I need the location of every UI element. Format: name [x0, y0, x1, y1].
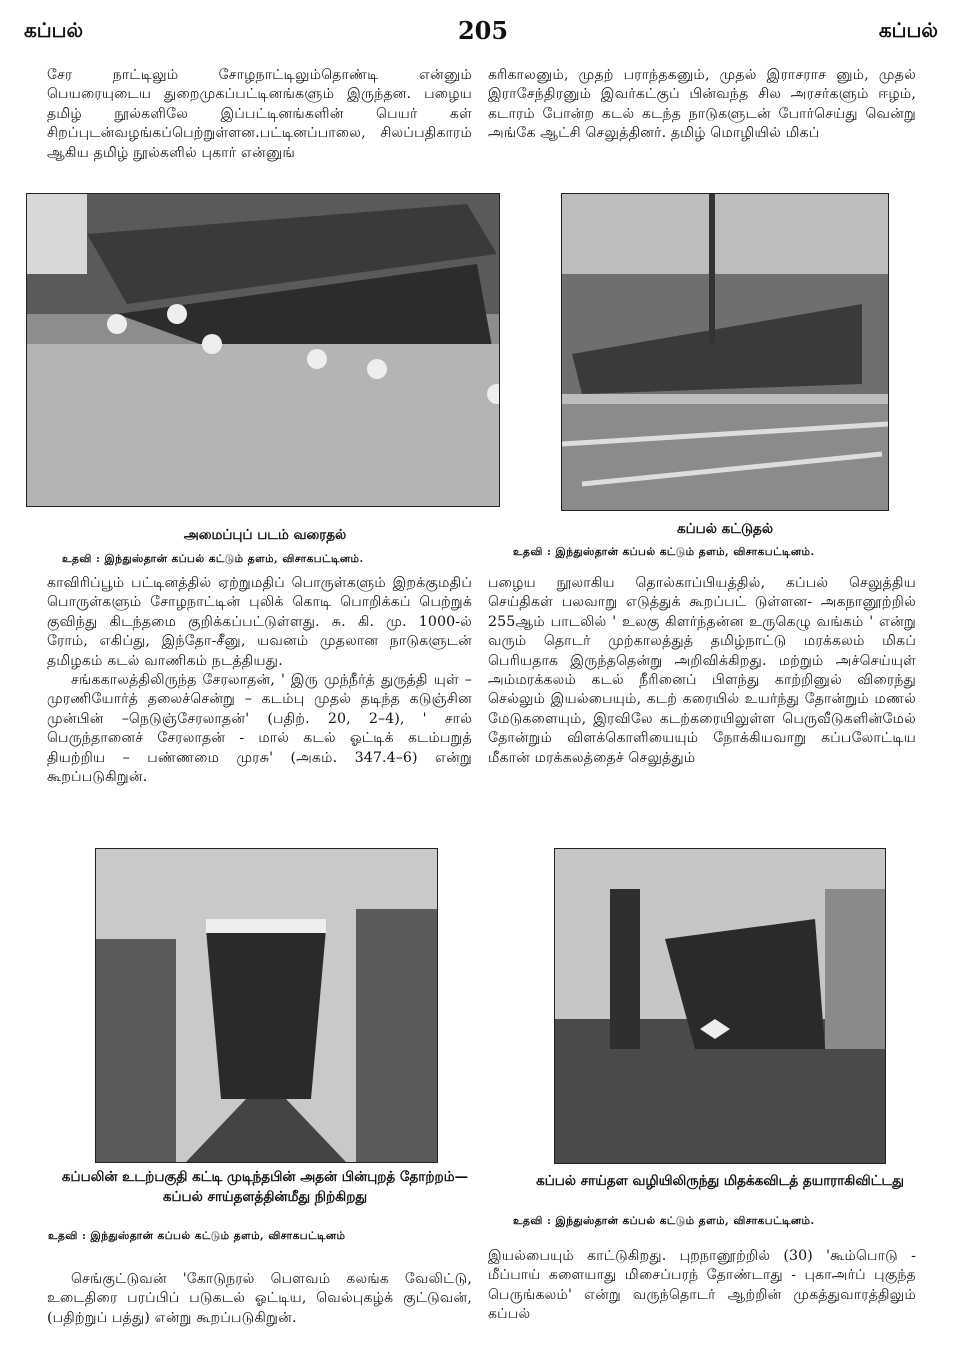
photo-caption-2: கப்பல் கட்டுதல் [676, 521, 774, 537]
col2-middle-text [488, 574, 916, 768]
page-number: 205 [457, 16, 509, 45]
photo-drafting-floor [26, 193, 500, 507]
photo-credit-4: உதவி : இந்துஸ்தான் கப்பல் கட்டும் தளம், விசாகபட்டினம். [513, 1215, 815, 1227]
photo-caption-1: அமைப்புப் படம் வரைதல் [183, 527, 347, 543]
photo-credit-1: உதவி : இந்துஸ்தான் கப்பல் கட்டும் தளம், விசாகபட்டினம். [62, 553, 364, 565]
paragraph: சங்ககாலத்திலிருந்த சேரலாதன், ' இரு முந்நீர்த் துருத்தி யுள் – முரணியோர்த் தலைச்சென்று – கடம்பு முதல் தடிந்த கடுஞ்சின முன்பின் –நெடுஞ்சேரலாதன்' (பதிற். 20, 2–4), ' சால் பெருந்தானைச் சேரலாதன் - மால் கடல் ஓட்டிக் கடம்பறுத் தியற்றிய – பண்ணமை முரசு' (அகம். 347.4–6) என்று கூறப்படுகிறுன். [47, 672, 472, 786]
col1-top-text [47, 66, 472, 163]
photo-caption-4: கப்பல் சாய்தள வழியிலிருந்து மிதக்கவிடத் தயாராகிவிட்டது [536, 1173, 904, 1189]
paragraph: பழைய நூலாகிய தொல்காப்பியத்தில், கப்பல் செலுத்திய செய்திகள் பலவாறு எடுத்துக் கூறப்பட் டுள்ளன- அகநானூற்றில் 255ஆம் பாடலில் ' உலகு கிளர்ந்தன்ன உருகெழு வங்கம் ' என்று வரும் தொடர் முற்காலத்துத் தமிழ்நாட்டு மரக்கலம் மிகப் பெரியதாக இருந்ததென்று அறிவிக்கிறது. மற்றும் அச்செய்யுள் அம்மரக்கலம் கடல் நீரினைப் பிளந்து காற்றினுல் விரைந்து செல்லும் இயல்பையும், கடற் கரையில் உயர்ந்து தோன்றும் மணல் மேடுகளையும், இரவிலே கடற்கரையிலுள்ள பெருவீடுகளின்மேல் தோன்றும் விளக்கொளியையும் நோக்கியவாறு கப்பலோட்டிய மீகான் மரக்கலத்தைச் செலுத்தும் [488, 575, 916, 766]
photo-ship-launch-ready [554, 848, 886, 1164]
col1-middle-text [47, 574, 472, 787]
col1-bottom-text [47, 1270, 472, 1328]
paragraph: காவிரிப்பூம் பட்டினத்தில் ஏற்றுமதிப் பொருள்களும் இறக்குமதிப் பொருள்களும் சோழநாட்டின் புலிக் கொடி பொறிக்கப் பெற்றுக் குவிந்து கிடந்தமை குறிக்கப்பட்டுள்ளது. சு. கி. மு. 1000-ல் ரோம், எகிப்து, இந்தோ-சீனு, யவனம் முதலான நாடுகளுடன் தமிழகம் கடல் வாணிகம் நடத்தியது. [47, 575, 472, 669]
running-head-left: கப்பல் [24, 18, 84, 42]
photo-ship-construction [561, 193, 889, 511]
paragraph: இயல்பையும் காட்டுகிறது. புறநானூற்றில் (30) 'கூம்பொடு - மீப்பாய் களையாது மிசைப்பரந் தோண்டாது - புகாஅர்ப் புகுந்த பெருங்கலம்' என்று வருந்தொடர் ஆற்றின் முகத்துவாரத்திலும் கப்பல் [488, 1248, 916, 1323]
photo-credit-3: உதவி : இந்துஸ்தான் கப்பல் கட்டும் தளம், விசாகபட்டினம் [48, 1230, 346, 1242]
running-head-right: கப்பல் [878, 18, 938, 42]
col2-top-text [488, 66, 916, 144]
col2-bottom-text [488, 1247, 916, 1325]
photo-caption-3: கப்பலின் உடற்பகுதி கட்டி முடிந்தபின் அதன் பின்புறத் தோற்றம்—கப்பல் சாய்தளத்தின்மீது நிற்கிறது [61, 1169, 469, 1205]
photo-credit-2: உதவி : இந்துஸ்தான் கப்பல் கட்டும் தளம், விசாகபட்டினம். [513, 546, 815, 558]
paragraph: செங்குட்டுவன் 'கோடுநரல் பெளவம் கலங்க வேலிட்டு, உடைதிரை பரப்பிப் படுகடல் ஓட்டிய, வெல்புகழ்க் குட்டுவன், (பதிற்றுப் பத்து) என்று கூறப்படுகிறுன். [47, 1271, 472, 1326]
paragraph: கரிகாலனும், முதற் பராந்தகனும், முதல் இராசராச னும், முதல் இராசேந்திரனும் இவர்கட்குப் பின்வந்த சில அரசர்களும் ஈழம், கடாரம் போன்ற கடல் கடந்த நாடுகளுடன் போர்செய்து வென்று அங்கே ஆட்சி செலுத்தினர். தமிழ் மொழியில் மிகப் [488, 67, 916, 142]
photo-ship-hull-slipway [95, 848, 438, 1163]
paragraph: சேர நாட்டிலும் சோழநாட்டிலும்தொண்டி என்னும் பெயரையுடைய துறைமுகப்பட்டினங்களும் இருந்தன. பழைய தமிழ் நூல்களிலே இப்பட்டினங்களின் பெயர் கள் சிறப்புடன்வழங்கப்பெற்றுள்ளன.பட்டினப்பாலை, சிலப்பதிகாரம் ஆகிய தமிழ் நூல்களில் புகார் என்னுங் [47, 67, 472, 161]
